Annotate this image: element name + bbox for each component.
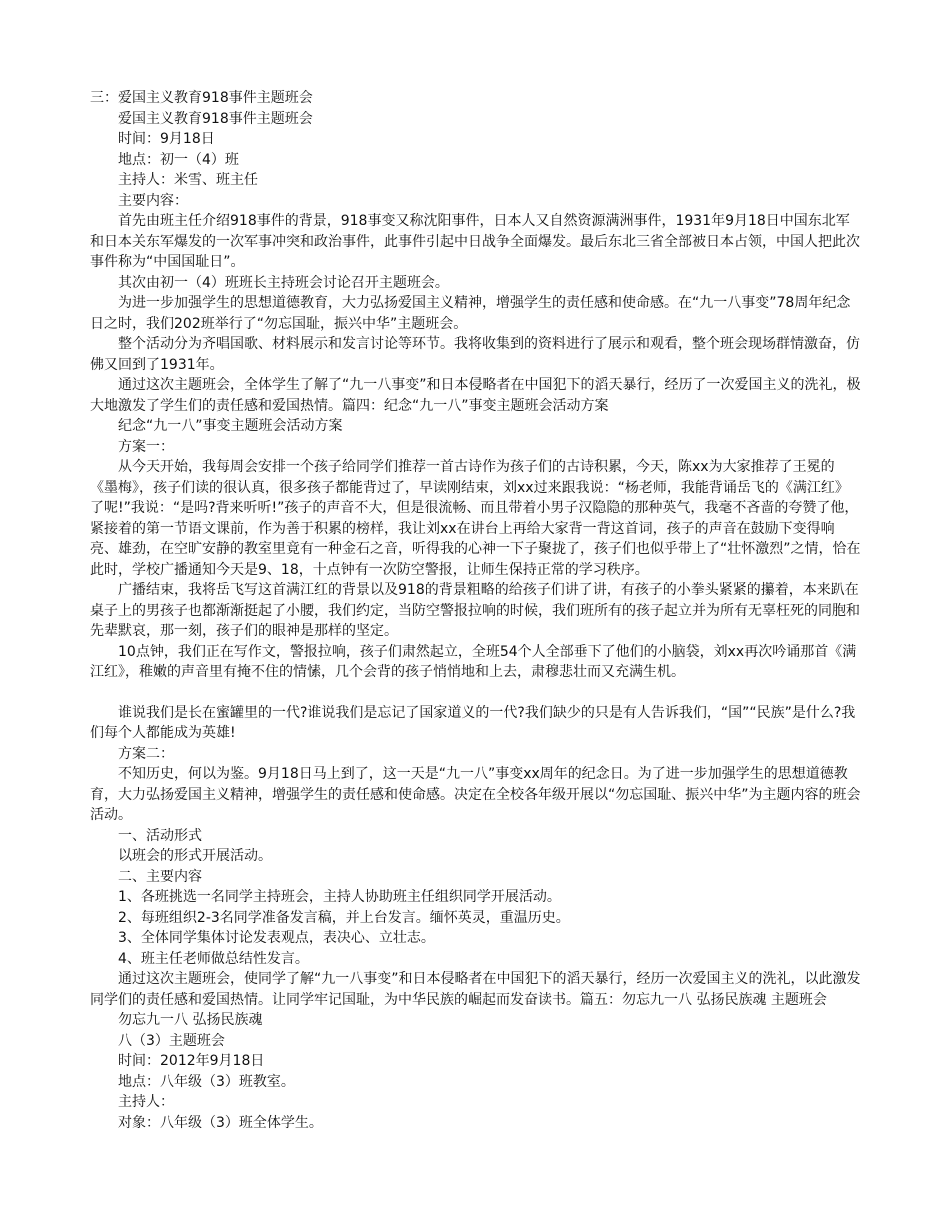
section-heading: 三：爱国主义教育918事件主题班会 <box>90 90 313 106</box>
paragraph: 通过这次主题班会，使同学了解“九一八事变”和日本侵略者在中国犯下的滔天暴行，经历一次爱国主义的洗礼，以此激发同学们的责任感和爱国热情。让同学牢记国耻，为中华民族的崛起而发奋读书。篇五：勿忘九一八 弘扬民族魂 主题班会 <box>90 971 861 1008</box>
paragraph: 八（3）主题班会 <box>118 1032 225 1049</box>
paragraph: 其次由初一（4）班班长主持班会讨论召开主题班会。 <box>118 274 449 291</box>
paragraph: 纪念“九一八”事变主题班会活动方案 <box>118 418 343 434</box>
paragraph: 1、各班挑选一名同学主持班会，主持人协助班主任组织同学开展活动。 <box>118 889 561 905</box>
paragraph: 整个活动分为齐唱国歌、材料展示和发言讨论等环节。我将收集到的资料进行了展示和观看，整个班会现场群情激奋，仿佛又回到了1931年。 <box>90 336 860 373</box>
paragraph: 通过这次主题班会，全体学生了解了“九一八事变”和日本侵略者在中国犯下的滔天暴行，经历了一次爱国主义的洗礼，极大地激发了学生们的责任感和爱国热情。篇四：纪念“九一八”事变主题班会活动方案 <box>90 377 861 414</box>
paragraph: 一、活动形式 <box>118 827 202 844</box>
paragraph: 2、每班组织2-3名同学准备发言稿，并上台发言。缅怀英灵，重温历史。 <box>118 909 570 926</box>
paragraph: 从今天开始，我每周会安排一个孩子给同学们推荐一首古诗作为孩子们的古诗积累，今天，陈xx为大家推荐了王冕的《墨梅》，孩子们读的很认真，很多孩子都能背过了，早读刚结束，刘xx过来跟我说：“杨老师，我能背诵岳飞的《满江红》了呢!”我说：“是吗?背来听听!”孩子的声音不大，但是很流畅、而且带着小男子汉隐隐的那种英气，我毫不吝啬的夸赞了他，紧接着的第一节语文课前，作为善于积累的榜样，我让刘xx在讲台上再给大家背一背这首词，孩子的声音在鼓励下变得响亮、雄劲，在空旷安静的教室里竟有一种金石之音，听得我的心神一下子聚拢了，孩子们也似乎带上了“壮怀激烈”之情，恰在此时，学校广播通知今天是9、18，十点钟有一次防空警报，让师生保持正常的学习秩序。 <box>90 459 861 578</box>
paragraph: 主要内容： <box>118 192 188 209</box>
paragraph: 广播结束，我将岳飞写这首满江红的背景以及918的背景粗略的给孩子们讲了讲，有孩子的小拳头紧紧的攥着，本来趴在桌子上的男孩子也都渐渐挺起了小腰，我们约定，当防空警报拉响的时候，我们班所有的孩子起立并为所有无辜枉死的同胞和先辈默哀，那一刻，孩子们的眼神是那样的坚定。 <box>90 582 860 639</box>
paragraph: 主持人：米雪、班主任 <box>118 172 258 188</box>
paragraph: 首先由班主任介绍918事件的背景，918事变又称沈阳事件，日本人又自然资源满洲事件，1931年9月18日中国东北军和日本关东军爆发的一次军事冲突和政治事件，此事件引起中日战争全面爆发。最后东北三省全部被日本占领，中国人把此次事件称为“中国国耻日”。 <box>90 213 860 270</box>
paragraph: 为进一步加强学生的思想道德教育，大力弘扬爱国主义精神，增强学生的责任感和使命感。在“九一八事变”78周年纪念日之时，我们202班举行了“勿忘国耻，振兴中华”主题班会。 <box>90 295 851 332</box>
paragraph: 方案一： <box>118 438 174 455</box>
paragraph: 地点：八年级（3）班教室。 <box>118 1073 295 1090</box>
paragraph: 10点钟，我们正在写作文，警报拉响，孩子们肃然起立，全班54个人全部垂下了他们的小脑袋，刘xx再次吟诵那首《满江红》，稚嫩的声音里有掩不住的情愫，几个会背的孩子悄悄地和上去，肃穆悲壮而又充满生机。 <box>90 643 857 680</box>
paragraph <box>90 683 862 703</box>
paragraph: 方案二： <box>118 745 174 762</box>
paragraph: 谁说我们是长在蜜罐里的一代?谁说我们是忘记了国家道义的一代?我们缺少的只是有人告诉我们，“国”“民族”是什么?我们每个人都能成为英雄! <box>90 704 856 741</box>
paragraph: 地点：初一（4）班 <box>118 151 239 168</box>
paragraph: 爱国主义教育918事件主题班会 <box>118 110 313 127</box>
paragraph: 以班会的形式开展活动。 <box>118 848 272 864</box>
paragraph: 时间：9月18日 <box>118 131 215 147</box>
paragraph: 主持人： <box>118 1094 174 1110</box>
paragraph: 二、主要内容 <box>118 868 202 885</box>
paragraph: 不知历史，何以为鉴。9月18日马上到了，这一天是“九一八”事变xx周年的纪念日。为了进一步加强学生的思想道德教育，大力弘扬爱国主义精神，增强学生的责任感和使命感。决定在全校各年级开展以“勿忘国耻、振兴中华”为主题内容的班会活动。 <box>90 766 861 823</box>
paragraph: 时间：2012年9月18日 <box>118 1053 265 1069</box>
paragraph: 4、班主任老师做总结性发言。 <box>118 950 309 967</box>
paragraph: 勿忘九一八 弘扬民族魂 <box>118 1012 263 1028</box>
document-page <box>90 88 862 1133</box>
paragraph: 对象：八年级（3）班全体学生。 <box>118 1114 323 1131</box>
paragraph: 3、全体同学集体讨论发表观点，表决心、立壮志。 <box>118 930 435 946</box>
